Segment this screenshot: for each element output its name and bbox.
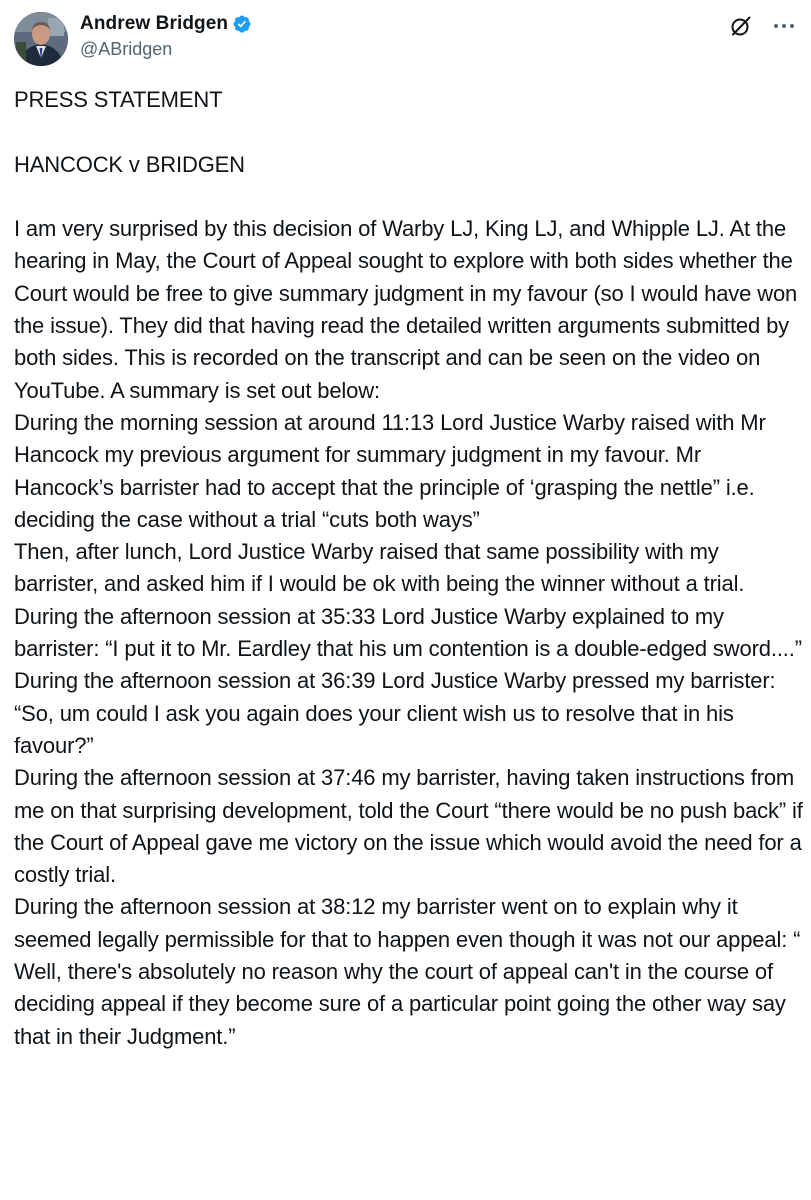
paragraph-gap — [14, 181, 804, 213]
avatar[interactable] — [14, 12, 68, 66]
press-statement-title: PRESS STATEMENT — [14, 87, 223, 112]
statement-paragraph: During the afternoon session at 35:33 Lord Justice Warby explained to my barrister: “I put it to Mr. Eardley that his um contention is a double-edged sword....” — [14, 603, 802, 662]
author-display-name[interactable]: Andrew Bridgen — [80, 13, 229, 34]
grok-icon[interactable] — [729, 14, 753, 38]
statement-paragraph: Then, after lunch, Lord Justice Warby raised that same possibility with my barrister, and asked him if I would be ok with being the winner without a trial. — [14, 539, 745, 597]
paragraph-gap — [14, 116, 804, 148]
statement-paragraph: I am very surprised by this decision of Warby LJ, King LJ, and Whipple LJ. At the hearing in May, the Court of Appeal sought to explore with both sides whether the Court would be free to give summary judgment in my favour (so I would have won the issue). They did that having read the detailed written arguments submitted by both sides. This is recorded on the transcript and can be seen on the video on YouTube. A summary is set out below: — [14, 216, 798, 403]
case-title: HANCOCK v BRIDGEN — [14, 151, 245, 177]
statement-paragraph: During the afternoon session at 37:46 my barrister, having taken instructions from me on that surprising development, told the Court “there would be no push back” if the Court of Appeal gave me victory on the issue which would avoid the need for a costly trial. — [14, 765, 803, 888]
statement-paragraph: During the morning session at around 11:13 Lord Justice Warby raised with Mr Hancock my previous argument for summary judgment in my favour. Mr Hancock’s barrister had to accept that the principle of ‘grasping the nettle” i.e. deciding the case without a trial “cuts both ways” — [14, 409, 766, 532]
statement-paragraph: During the afternoon session at 36:39 Lord Justice Warby pressed my barrister: “So, um could I ask you again does your client wish us to resolve that in his favour?” — [14, 668, 776, 758]
author-handle[interactable]: @ABridgen — [80, 39, 173, 59]
more-icon[interactable] — [771, 14, 797, 38]
statement-paragraph: During the afternoon session at 38:12 my barrister went on to explain why it seemed legally permissible for that to happen even though it was not our appeal: “ Well, there's absolutely no reason why the court of appeal can't in the course of deciding appeal if they become sure of a particular point going the other way say that in their Judgment.” — [14, 894, 801, 1049]
author-name-row — [80, 12, 252, 36]
tweet-text — [14, 84, 804, 1053]
tweet-header — [14, 8, 797, 68]
author-identity — [80, 12, 252, 60]
verified-badge-icon — [232, 14, 252, 34]
